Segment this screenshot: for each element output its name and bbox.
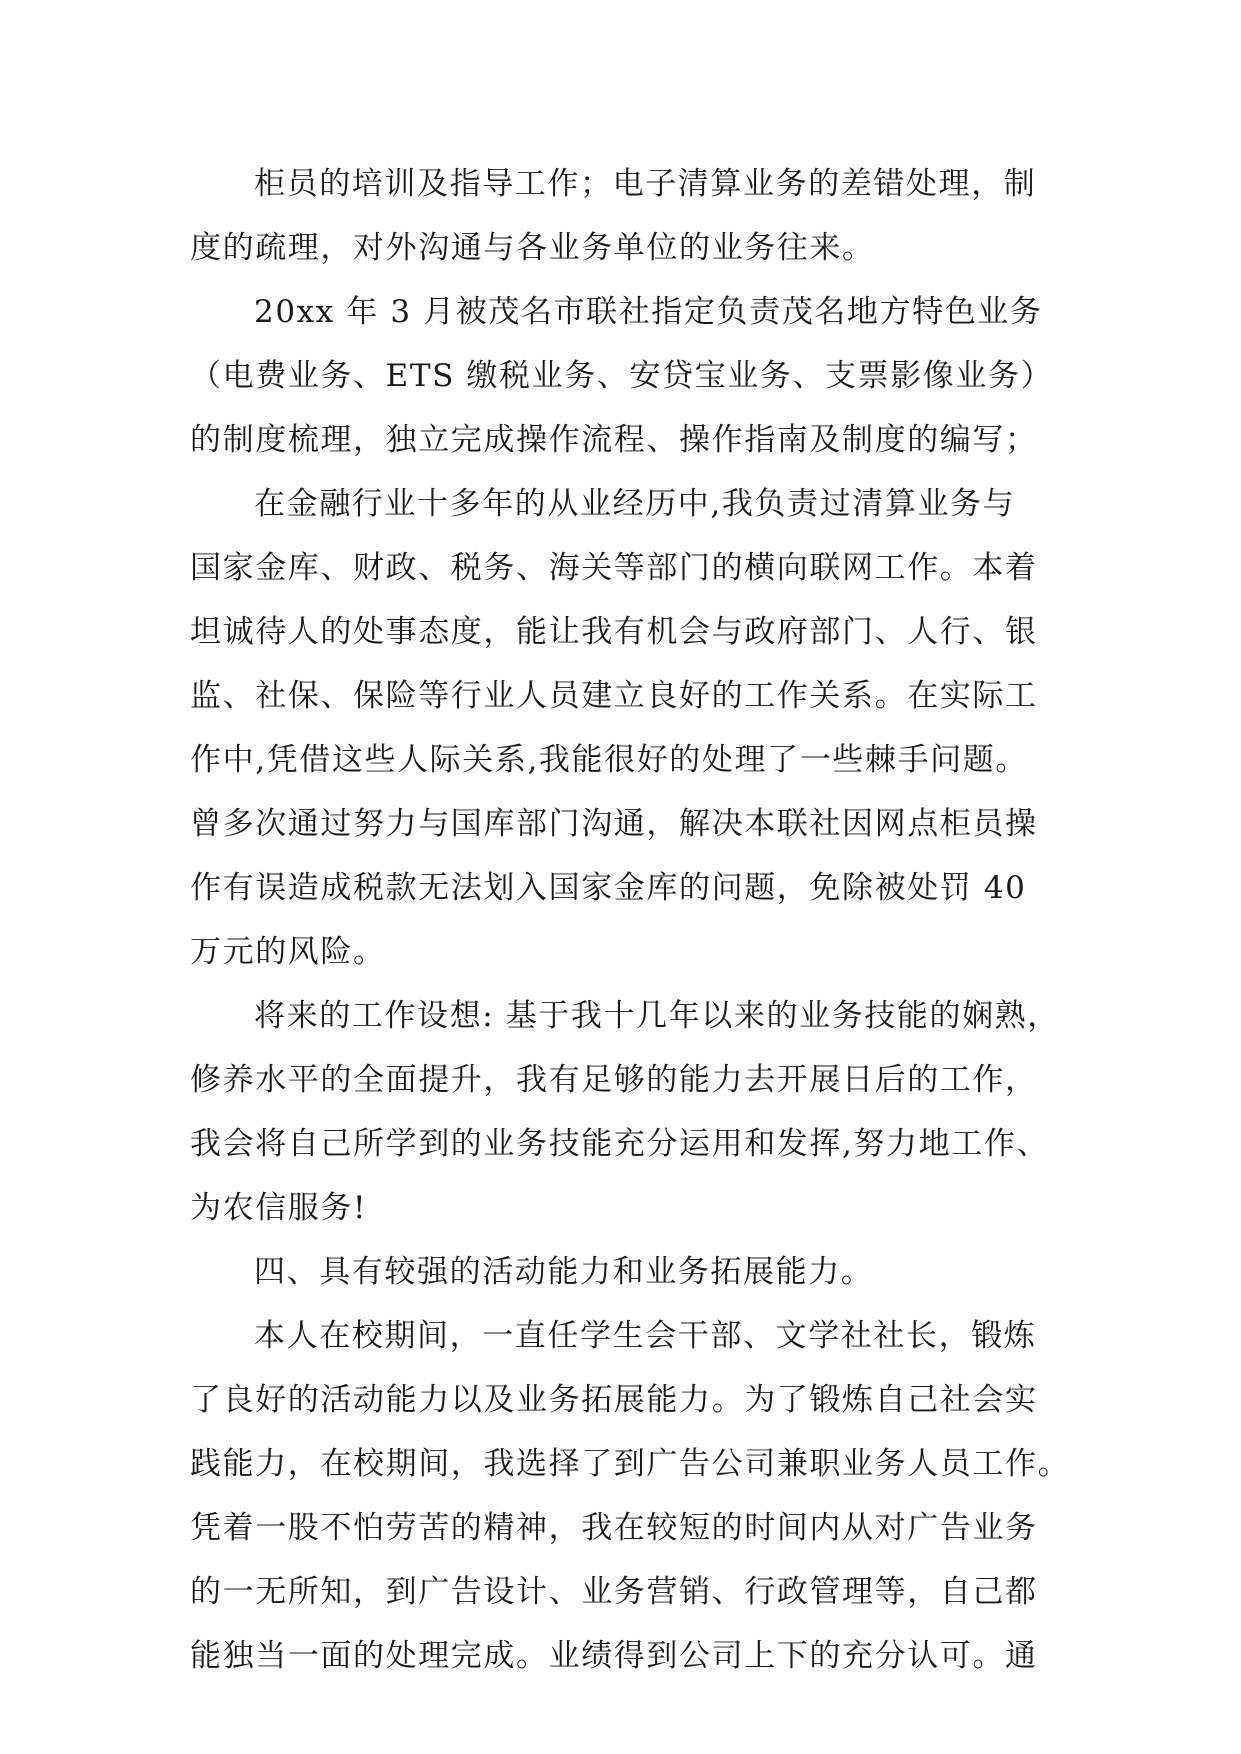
paragraph-line: 国家金库、财政、税务、海关等部门的横向联网工作。本着 bbox=[190, 550, 1038, 586]
paragraph-line: 在金融行业十多年的从业经历中,我负责过清算业务与 bbox=[254, 486, 1016, 522]
paragraph-line: （电费业务、ETS 缴税业务、安贷宝业务、支票影像业务） bbox=[190, 358, 1054, 394]
paragraph-line: 监、社保、保险等行业人员建立良好的工作关系。在实际工 bbox=[190, 678, 1038, 714]
paragraph-line: 柜员的培训及指导工作；电子清算业务的差错处理，制 bbox=[254, 166, 1037, 202]
paragraph-line: 作有误造成税款无法划入国家金库的问题，免除被处罚 40 bbox=[190, 870, 1027, 906]
paragraph-line: 将来的工作设想: 基于我十几年以来的业务技能的娴熟， bbox=[254, 998, 1060, 1034]
paragraph-line: 曾多次通过努力与国库部门沟通，解决本联社因网点柜员操 bbox=[190, 806, 1038, 842]
paragraph-line: 的一无所知，到广告设计、业务营销、行政管理等，自己都 bbox=[190, 1574, 1038, 1610]
paragraph-line: 坦诚待人的处事态度，能让我有机会与政府部门、人行、银 bbox=[190, 614, 1038, 650]
paragraph-line: 作中,凭借这些人际关系,我能很好的处理了一些棘手问题。 bbox=[190, 742, 1028, 778]
paragraph-line: 的制度梳理，独立完成操作流程、操作指南及制度的编写； bbox=[190, 422, 1038, 458]
paragraph-line: 万元的风险。 bbox=[190, 934, 386, 970]
paragraph-line: 了良好的活动能力以及业务拓展能力。为了锻炼自己社会实 bbox=[190, 1382, 1038, 1418]
paragraph-line: 我会将自己所学到的业务技能充分运用和发挥,努力地工作、 bbox=[190, 1126, 1050, 1162]
document-body bbox=[190, 152, 1071, 1688]
section-heading: 四、具有较强的活动能力和业务拓展能力。 bbox=[254, 1254, 874, 1290]
paragraph-line: 本人在校期间，一直任学生会干部、文学社社长，锻炼 bbox=[254, 1318, 1037, 1354]
paragraph-line: 度的疏理，对外沟通与各业务单位的业务往来。 bbox=[190, 230, 875, 266]
paragraph-line: 为农信服务! bbox=[190, 1190, 368, 1226]
paragraph-line: 修养水平的全面提升，我有足够的能力去开展日后的工作， bbox=[190, 1062, 1038, 1098]
paragraph-line: 20xx 年 3 月被茂名市联社指定负责茂名地方特色业务 bbox=[254, 294, 1043, 330]
paragraph-line: 凭着一股不怕劳苦的精神，我在较短的时间内从对广告业务 bbox=[190, 1510, 1038, 1546]
paragraph-line: 能独当一面的处理完成。业绩得到公司上下的充分认可。通 bbox=[190, 1638, 1038, 1674]
paragraph-line: 践能力，在校期间，我选择了到广告公司兼职业务人员工作。 bbox=[190, 1446, 1071, 1482]
